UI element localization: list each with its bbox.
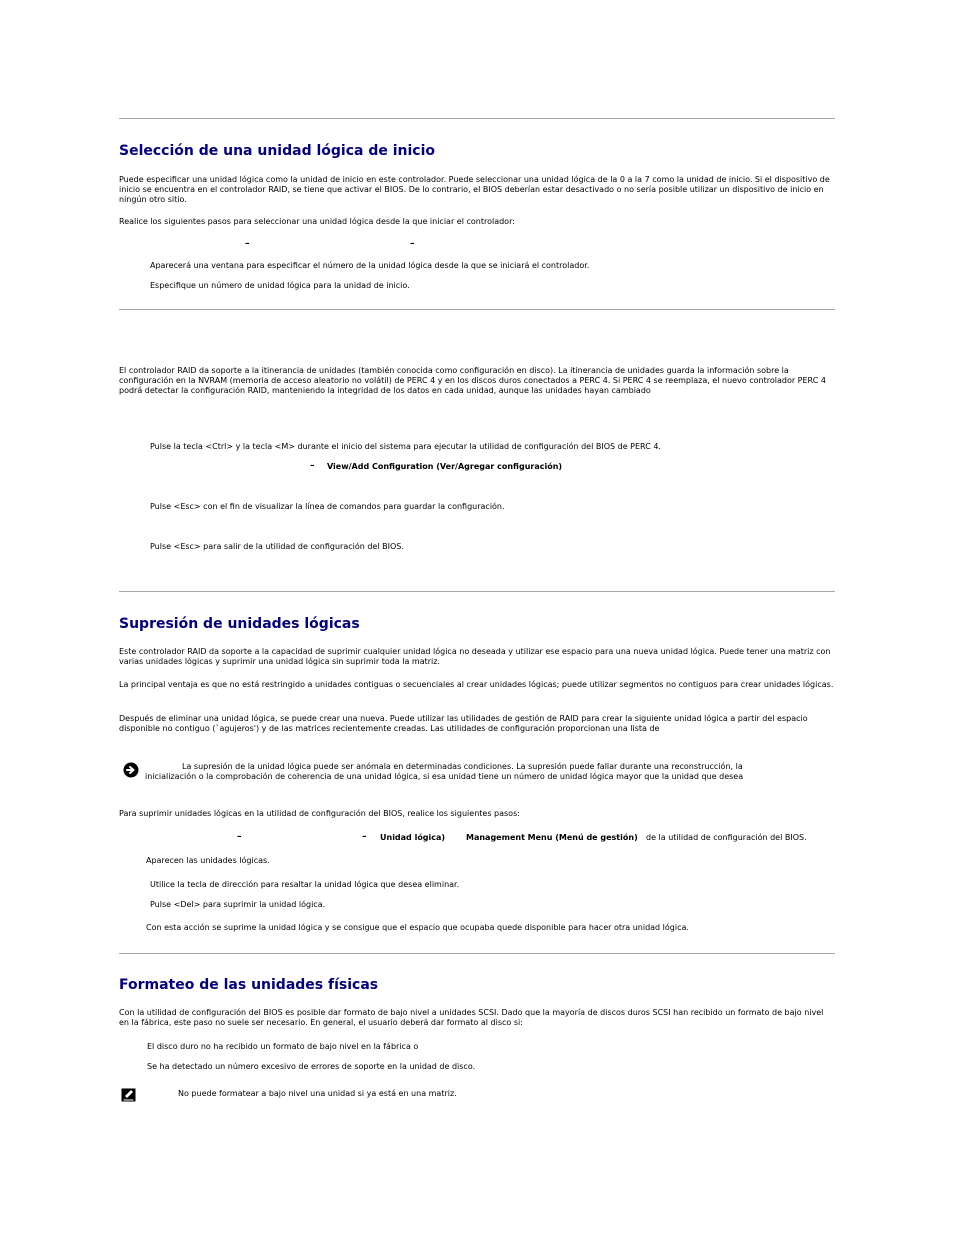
paragraph: Después de eliminar una unidad lógica, se puede crear una nueva. Puede utilizar las utilidades de gestión de RAID para crear la siguiente unidad lógica a partir del espacio disponible no contiguo (`agujeros') y de las matrices recientemente creadas. Las utilidades de configuración proporcionan una lista de <box>119 714 808 733</box>
paragraph: Puede especificar una unidad lógica como la unidad de inicio en este controlador. Puede seleccionar una unidad lógica de la 0 a la 7 como la unidad de inicio. Si el dispositivo de inicio se encuentra en el controlador RAID, se tiene que activar el BIOS. De lo contrario, el BIOS deberían estar desactivado o no sería posible utilizar un dispositivo de inicio en ningún otro sitio. <box>119 175 830 204</box>
note-text: No puede formatear a bajo nivel una unidad si ya está en una matriz. <box>178 1089 457 1098</box>
divider <box>119 309 835 310</box>
paragraph: El controlador RAID da soporte a la itinerancia de unidades (también conocida como configuración en disco). La itinerancia de unidades guarda la información sobre la configuración en la NVRAM (memoria de acceso aleatorio no volátil) de PERC 4 y en los discos duros conectados a PERC 4. Si PERC 4 se reemplaza, el nuevo controlador PERC 4 podrá detectar la configuración RAID, manteniendo la integridad de los datos en cada unidad, aunque las unidades hayan cambiado <box>119 366 826 395</box>
paragraph: Con la utilidad de configuración del BIOS es posible dar formato de bajo nivel a unidades SCSI. Dado que la mayoría de discos duros SCSI han recibido un formato de bajo nivel en la fábrica, este paso no suele ser necesario. En general, el usuario deberá dar formato al disco si: <box>119 1008 824 1027</box>
divider <box>119 118 835 119</box>
note-icon <box>121 1088 136 1102</box>
list-item: Se ha detectado un número excesivo de errores de soporte en la unidad de disco. <box>147 1062 476 1071</box>
paragraph: Este controlador RAID da soporte a la capacidad de suprimir cualquier unidad lógica no deseada y utilizar ese espacio para una nueva unidad lógica. Puede tener una matriz con varias unidades lógicas y suprimir una unidad lógica sin suprimir toda la matriz. <box>119 647 831 666</box>
divider <box>119 953 835 954</box>
paragraph: Para suprimir unidades lógicas en la utilidad de configuración del BIOS, realice los siguientes pasos: <box>119 809 520 818</box>
dash-separator: – <box>237 832 242 842</box>
dash-separator: – <box>310 461 315 471</box>
dash-separator: – <box>410 239 415 249</box>
step-text: Especifique un número de unidad lógica para la unidad de inicio. <box>150 281 410 290</box>
menu-option-label: Unidad lógica) <box>380 833 446 842</box>
section-title-boot-drive: Selección de una unidad lógica de inicio <box>119 143 435 159</box>
dash-separator: – <box>362 832 367 842</box>
section-title-delete-drives: Supresión de unidades lógicas <box>119 616 360 632</box>
list-item: El disco duro no ha recibido un formato de bajo nivel en la fábrica o <box>147 1042 419 1051</box>
notice-icon <box>123 762 139 778</box>
notice-text: La supresión de la unidad lógica puede ser anómala en determinadas condiciones. La supresión puede fallar durante una reconstrucción, la <box>182 762 743 771</box>
step-result: Con esta acción se suprime la unidad lógica y se consigue que el espacio que ocupaba quede disponible para hacer otra unidad lógica. <box>146 923 689 932</box>
menu-option-label: Management Menu (Menú de gestión) <box>466 833 638 842</box>
step-text: Aparecerá una ventana para especificar el número de la unidad lógica desde la que se iniciará el controlador. <box>150 261 590 270</box>
step-text: Pulse la tecla <Ctrl> y la tecla <M> durante el inicio del sistema para ejecutar la utilidad de configuración del BIOS de PERC 4. <box>150 442 661 451</box>
step-text: Pulse <Esc> para salir de la utilidad de configuración del BIOS. <box>150 542 404 551</box>
section-title-format-drives: Formateo de las unidades físicas <box>119 977 379 993</box>
step-text: Pulse <Esc> con el fin de visualizar la línea de comandos para guardar la configuración. <box>150 502 505 511</box>
notice-text: inicialización o la comprobación de coherencia de una unidad lógica, si esa unidad tiene un número de unidad lógica mayor que la unidad que desea <box>145 772 744 781</box>
step-result: Aparecen las unidades lógicas. <box>146 856 270 865</box>
step-text: Utilice la tecla de dirección para resaltar la unidad lógica que desea eliminar. <box>150 880 460 889</box>
menu-option-label: View/Add Configuration (Ver/Agregar configuración) <box>327 462 563 471</box>
step-text: Pulse <Del> para suprimir la unidad lógica. <box>150 900 326 909</box>
step-text: de la utilidad de configuración del BIOS. <box>646 833 807 842</box>
dash-separator: – <box>245 239 250 249</box>
divider <box>119 591 835 592</box>
paragraph: La principal ventaja es que no está restringido a unidades contiguas o secuenciales al crear unidades lógicas; puede utilizar segmentos no contiguos para crear unidades lógicas. <box>119 680 834 689</box>
paragraph: Realice los siguientes pasos para seleccionar una unidad lógica desde la que iniciar el controlador: <box>119 217 515 226</box>
